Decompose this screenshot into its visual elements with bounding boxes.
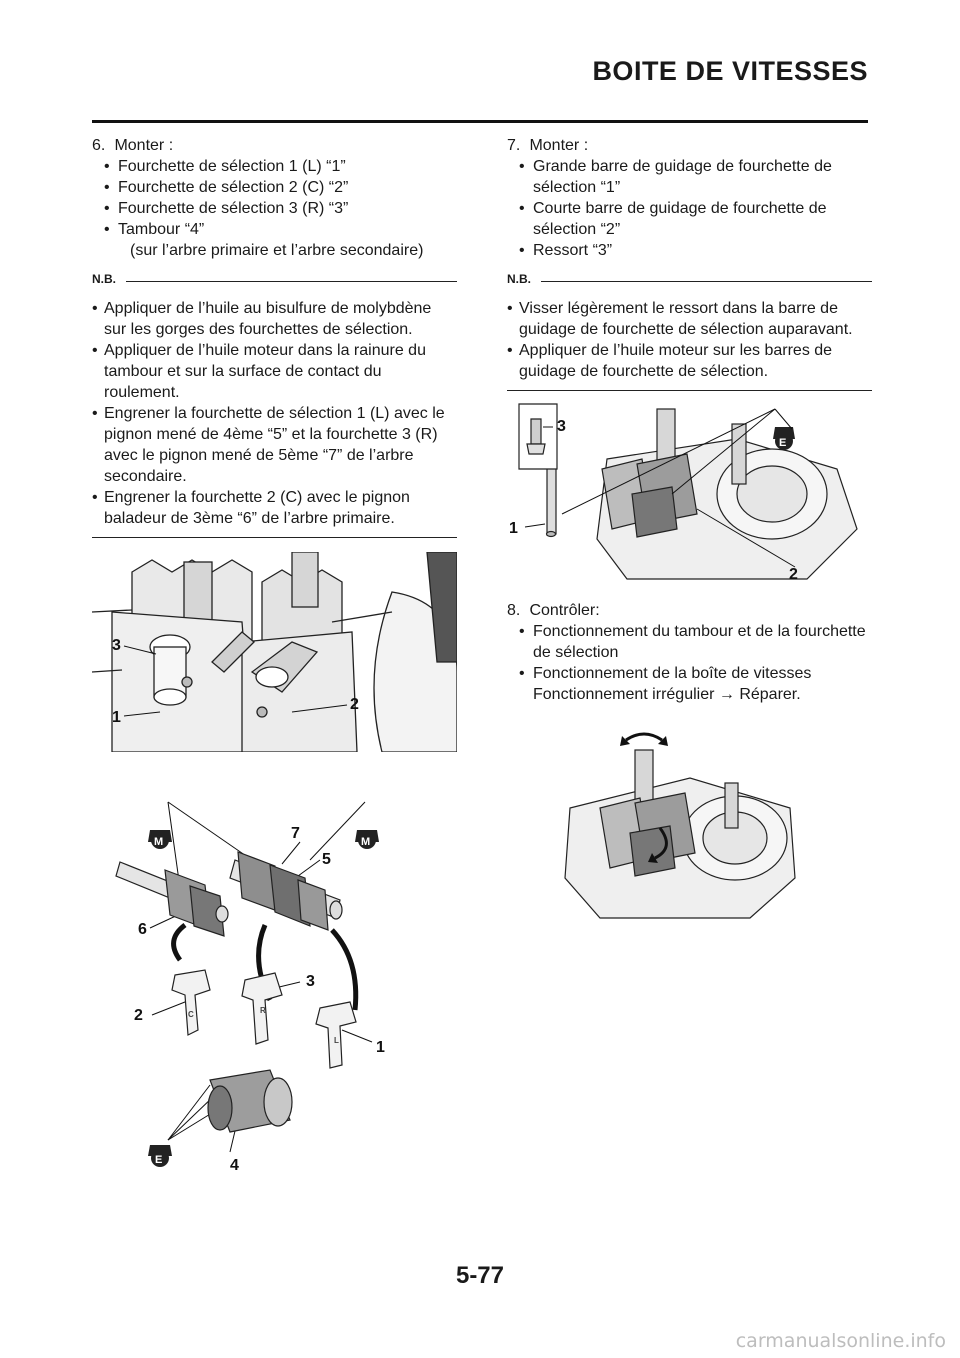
callout-3: 3 <box>306 973 315 990</box>
figure-2-drawing <box>110 790 410 1175</box>
figure-shift-forks-installed <box>92 552 457 752</box>
list-item: • Tambour “4” <box>92 219 457 240</box>
callout-3: 3 <box>112 637 121 654</box>
list-item: • Ressort “3” <box>507 240 872 261</box>
note-item: • Appliquer de l’huile moteur sur les barres de guidage de fourchette de sélection. <box>507 340 872 382</box>
footer-watermark: carmanualsonline.info <box>735 1330 946 1352</box>
figure-guide-bars <box>507 399 872 584</box>
list-item: • Courte barre de guidage de fourchette de sélection “2” <box>507 198 872 240</box>
note-item: • Engrener la fourchette 2 (C) avec le pignon baladeur de 3ème “6” de l’arbre primaire. <box>92 487 457 529</box>
nb-rule <box>541 281 872 282</box>
svg-text:M: M <box>361 836 371 848</box>
step-7-items <box>507 156 872 261</box>
svg-text:E: E <box>779 437 787 449</box>
step-number: 8. <box>507 602 521 619</box>
callout-6: 6 <box>138 921 147 938</box>
shift-forks <box>172 970 356 1068</box>
callout-1: 1 <box>112 709 121 726</box>
callout-3: 3 <box>557 418 566 435</box>
list-item: • Fonctionnement du tambour et de la fourchette de sélection <box>507 621 872 663</box>
list-item: • Fourchette de sélection 1 (L) “1” <box>92 156 457 177</box>
nb-header <box>507 269 872 290</box>
figure-3-drawing <box>507 399 872 584</box>
page-title: BOITE DE VITESSES <box>592 56 868 86</box>
header-rule <box>92 120 868 123</box>
figure-1-drawing <box>92 552 457 752</box>
callout-5: 5 <box>322 851 331 868</box>
step-8 <box>507 600 872 621</box>
callout-2: 2 <box>134 1007 143 1024</box>
fork-letter-C: C <box>188 1010 194 1019</box>
callout-1: 1 <box>509 520 518 537</box>
callout-2: 2 <box>789 566 798 583</box>
step-8-items <box>507 621 872 684</box>
note-item: • Appliquer de l’huile moteur dans la rainure du tambour et sur la surface de contact du roulement. <box>92 340 457 403</box>
nb-label: N.B. <box>92 272 116 286</box>
svg-text:E: E <box>155 1154 163 1166</box>
mark-E <box>773 427 795 450</box>
figure-4-drawing <box>560 728 800 923</box>
step-6 <box>92 135 457 156</box>
nb-notes <box>507 298 872 382</box>
right-column <box>507 135 872 705</box>
step-8-sub: Fonctionnement irrégulier → Réparer. <box>533 686 801 703</box>
mark-M-left <box>148 830 172 849</box>
note-item: • Visser légèrement le ressort dans la barre de guidage de fourchette de sélection auparavant. <box>507 298 872 340</box>
nb-end-rule <box>92 537 457 538</box>
step-heading: Monter : <box>114 137 174 154</box>
nb-header <box>92 269 457 290</box>
fork-letter-R: R <box>260 1006 266 1015</box>
list-item: • Grande barre de guidage de fourchette de sélection “1” <box>507 156 872 198</box>
callout-2: 2 <box>350 696 359 713</box>
mark-E <box>148 1145 172 1167</box>
note-item: • Appliquer de l’huile au bisulfure de molybdène sur les gorges des fourchettes de sélection. <box>92 298 457 340</box>
svg-text:M: M <box>154 836 164 848</box>
nb-end-rule <box>507 390 872 391</box>
nb-notes <box>92 298 457 529</box>
callout-1: 1 <box>376 1039 385 1056</box>
step-7 <box>507 135 872 156</box>
nb-label: N.B. <box>507 272 531 286</box>
nb-rule <box>126 281 457 282</box>
fork-letter-L: L <box>334 1036 339 1045</box>
page-number: 5-77 <box>455 1262 505 1289</box>
callout-4: 4 <box>230 1157 239 1174</box>
step-6-sub: (sur l’arbre primaire et l’arbre secondaire) <box>130 242 424 259</box>
list-item: • Fourchette de sélection 3 (R) “3” <box>92 198 457 219</box>
step-number: 6. <box>92 137 106 154</box>
note-item: • Engrener la fourchette de sélection 1 (L) avec le pignon mené de 4ème “5” et la fourchette 3 (R) avec le pignon mené de 5ème “7” de l’arbre secondaire. <box>92 403 457 487</box>
left-column <box>92 135 457 538</box>
step-heading: Monter : <box>529 137 589 154</box>
figure-gearbox-operation-check <box>560 728 800 923</box>
mark-M-right <box>355 830 379 849</box>
step-heading: Contrôler: <box>529 602 600 619</box>
list-item: • Fourchette de sélection 2 (C) “2” <box>92 177 457 198</box>
primary-shaft <box>116 862 228 936</box>
callout-7: 7 <box>291 825 300 842</box>
figure-exploded-forks-drum <box>110 790 410 1175</box>
step-6-items <box>92 156 457 240</box>
list-item: • Fonctionnement de la boîte de vitesses <box>507 663 872 684</box>
shift-drum <box>208 1070 292 1132</box>
step-number: 7. <box>507 137 521 154</box>
